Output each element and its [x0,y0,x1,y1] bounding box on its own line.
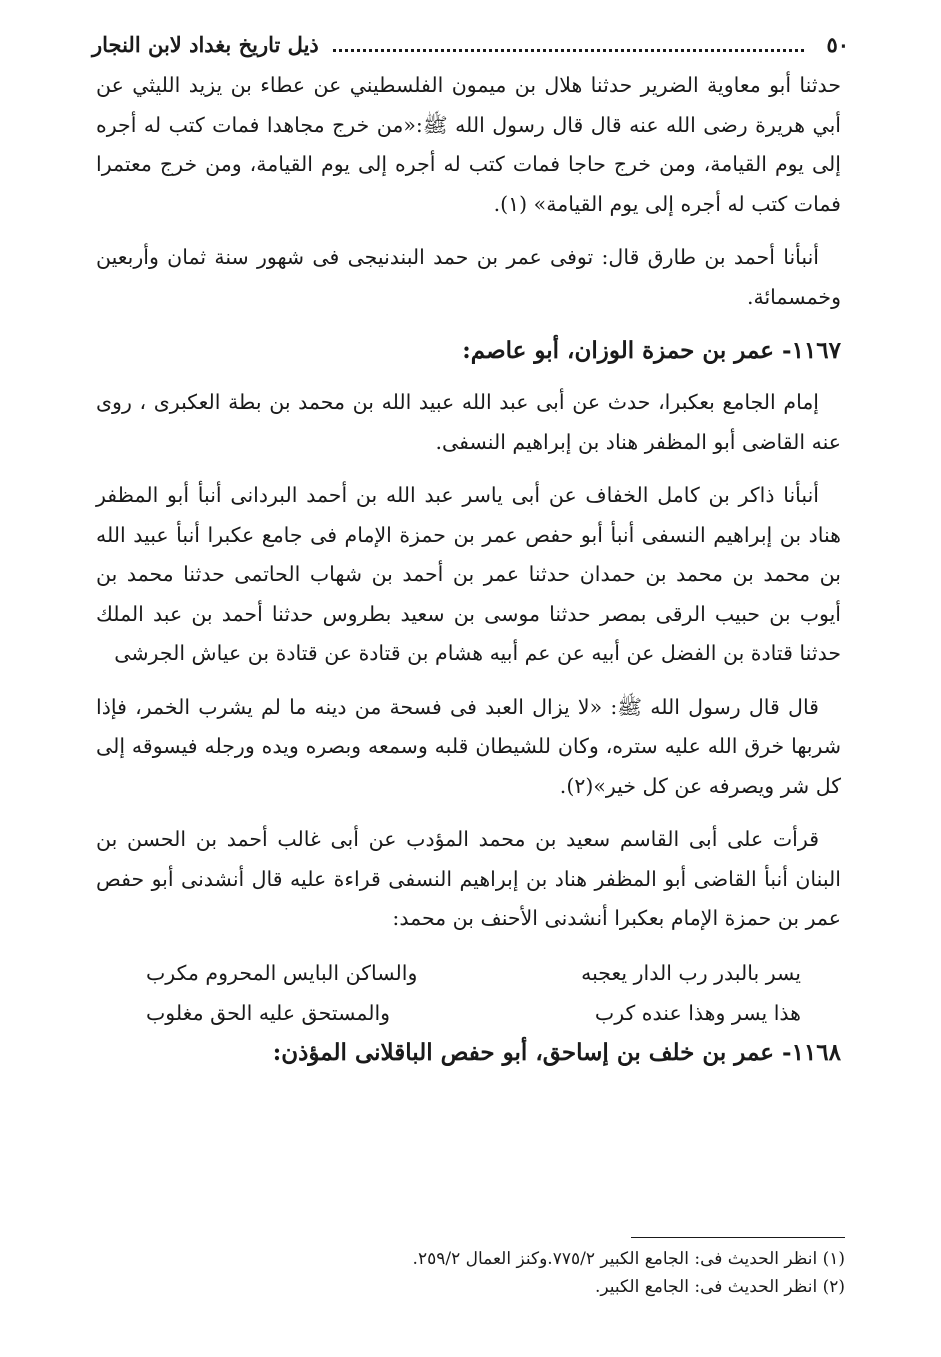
paragraph-biography: إمام الجامع بعكبرا، حدث عن أبى عبد الله عبيد الله بن محمد بن بطة العكبرى ، روى عنه القاضى أبو المظفر هناد بن إبراهيم النسفى. [96,390,841,454]
paragraph-death-note: أنبأنا أحمد بن طارق قال: توفى عمر بن حمد البندنيجى فى شهور سنة ثمان وأربعين وخمسمائة. [96,245,841,309]
entry-heading-1167: ١١٦٧- عمر بن حمزة الوزان، أبو عاصم: [462,337,841,364]
verse-line [96,953,841,993]
book-title: ذيل تاريخ بغداد لابن النجار [92,31,319,57]
running-header [92,22,849,66]
verse-first-hemistich: يسر بالبدر رب الدار يعجبه [581,960,801,985]
verse-line [96,993,841,1033]
footnote-2: (٢) انظر الحديث فى: الجامع الكبير. [594,1277,845,1297]
footnote-separator [631,1237,845,1238]
paragraph-poetry-intro: قرأت على أبى القاسم سعيد بن محمد المؤدب عن أبى غالب أحمد بن الحسن بن البنان أنبأ القاضى أبو المظفر هناد بن إبراهيم النسفى قراءة عليه قال أنشدنى أبو حفص عمر بن حمزة الإمام بعكبرا أنشدنى الأحنف بن محمد: [96,827,841,930]
entry-heading-1168: ١١٦٨- عمر بن خلف بن إساحق، أبو حفص الباقلانى المؤذن: [272,1038,841,1066]
footnote-1: (١) انظر الحديث فى: الجامع الكبير ٧٧٥/٢.وكنز العمال ٢٥٩/٢. [412,1249,845,1269]
page-number: ٥٠ [826,31,849,57]
header-leader-dots [333,49,805,52]
poem [96,953,841,1033]
verse-second-hemistich: والمستحق عليه الحق مغلوب [146,1000,391,1025]
verse-first-hemistich: هذا يسر وهذا عنده كرب [594,1000,801,1025]
main-text [96,66,841,1085]
footnotes [96,1245,845,1301]
paragraph-hadith-2: قال قال رسول الله ﷺ: «لا يزال العبد فى فسحة من دينه ما لم يشرب الخمر، فإذا شربها خرق الله عليه ستره، وكان للشيطان قلبه وسمعه وبصره ويده ورجله فيسوقه إلى كل شر ويصرفه عن كل خير»(٢). [96,694,841,798]
paragraph-hadith-1: حدثنا أبو معاوية الضرير حدثنا هلال بن ميمون الفلسطيني عن عطاء بن يزيد الليثي عن أبي هريرة رضى الله عنه قال قال رسول الله ﷺ:«من خرج مجاهدا فمات كتب له أجره إلى يوم القيامة، ومن خرج حاجا فمات كتب له أجره إلى يوم القيامة، ومن خرج معتمرا فمات كتب له أجره إلى يوم القيامة» (١). [96,73,841,216]
verse-second-hemistich: والساكن البايس المحروم مكرب [146,960,418,985]
paragraph-isnad: أنبأنا ذاكر بن كامل الخفاف عن أبى ياسر عبد الله بن أحمد البردانى أنبأ أبو المظفر هناد بن إبراهيم النسفى أنبأ أبو حفص عمر بن حمزة الإمام فى جامع عكبرا أنبأ عبيد الله بن محمد بن محمد بن حمدان حدثنا عمر بن أحمد بن شهاب الحاتمى حدثنا محمد بن أيوب بن حبيب الرقى بمصر حدثنا موسى بن سعيد بطروس حدثنا أحمد بن عبد الملك حدثنا قتادة بن الفضل عن أبيه عن عم أبيه هشام بن قتادة عن قتادة بن عياش الجرشى [96,483,841,665]
